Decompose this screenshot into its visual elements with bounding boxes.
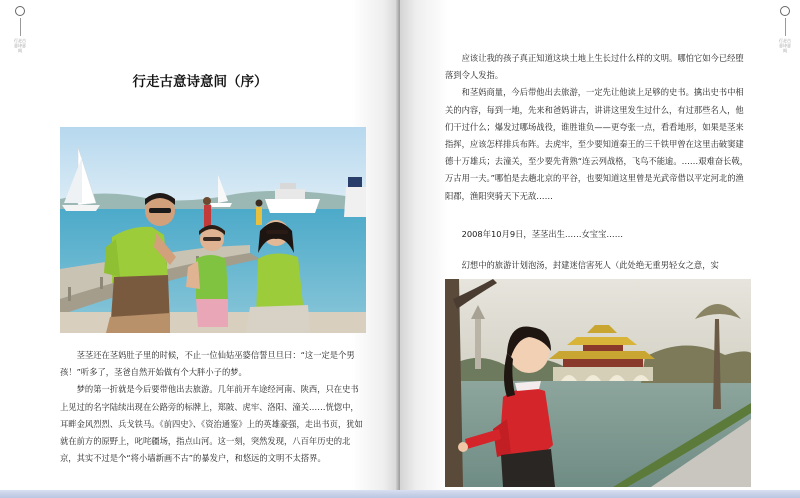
left-page-text xyxy=(60,347,366,467)
marker-text-left: 行走古意诗意间 xyxy=(14,38,26,53)
left-page xyxy=(0,0,400,490)
girl-park-photo xyxy=(445,279,751,487)
ring-icon xyxy=(780,6,790,16)
bottom-toolbar-strip xyxy=(0,490,800,498)
right-page-text xyxy=(445,50,751,205)
paragraph: 梦的第一折就是今后要带他出去旅游。几年前开车途经河南、陕西，只在史书上见过的名字陆续出现在公路旁的标牌上，郑陂、虎牢、洛阳、潼关……恍惚中，耳畔金风烈烈、兵戈铁马。《前四史》、《资治通鉴》上的英雄豪强，走出书页，犹如就在前方的原野上，叱咤疆场，指点山河。这一刻，突然发现，八百年历史的北京，其实不过是个“将小墙新画不古”的暴发户，和悠远的文明不太搭界。 xyxy=(60,384,363,464)
page-title: 行走古意诗意间（序） xyxy=(132,74,268,90)
quote-line: 幻想中的旅游计划泡汤，封建迷信害死人（此处绝无重男轻女之意，实 xyxy=(461,260,719,270)
date-line: 2008年10月9日，茎茎出生……女宝宝…… xyxy=(461,229,623,239)
ribbon-marker-left[interactable] xyxy=(14,6,26,53)
ribbon-marker-right[interactable] xyxy=(779,6,791,53)
marker-text-right: 行走古意诗意间 xyxy=(779,38,791,53)
ring-icon xyxy=(15,6,25,16)
paragraph: 应该让我的孩子真正知道这块土地上生长过什么样的文明。哪怕它如今已经堕落到令人发指。 xyxy=(445,53,744,81)
paragraph: 茎茎还在茎妈肚子里的时候，不止一位仙姑巫婆信誓旦旦曰：“这一定是个男孩！”听多了，茎爸自然开始做有个大胖小子的梦。 xyxy=(60,350,355,378)
paragraph: 和茎妈商量，今后带他出去旅游，一定先让他读上足够的史书。擒出史书中相关的内容，每到一地，先来和爸妈讲古，讲讲这里发生过什么，有过那些名人，他们干过什么；爆发过哪场战役，谁胜谁负——更夸张一点，看看地形，如果是茎来指挥，应该怎样排兵布阵。去虎牢，至少要知道秦王的三千铁甲曾在这里击破窦建德十万雄兵；去潼关，至少要先背熟“连云列战格，飞鸟不能逾。……艰难奋长戟，万古用一夫。”哪怕是去趟北京的平谷，也要知道这里曾是光武帝借以平定河北的渔阳郡，渔阳突骑天下无敌…… xyxy=(445,87,748,201)
family-beach-photo xyxy=(60,127,366,333)
